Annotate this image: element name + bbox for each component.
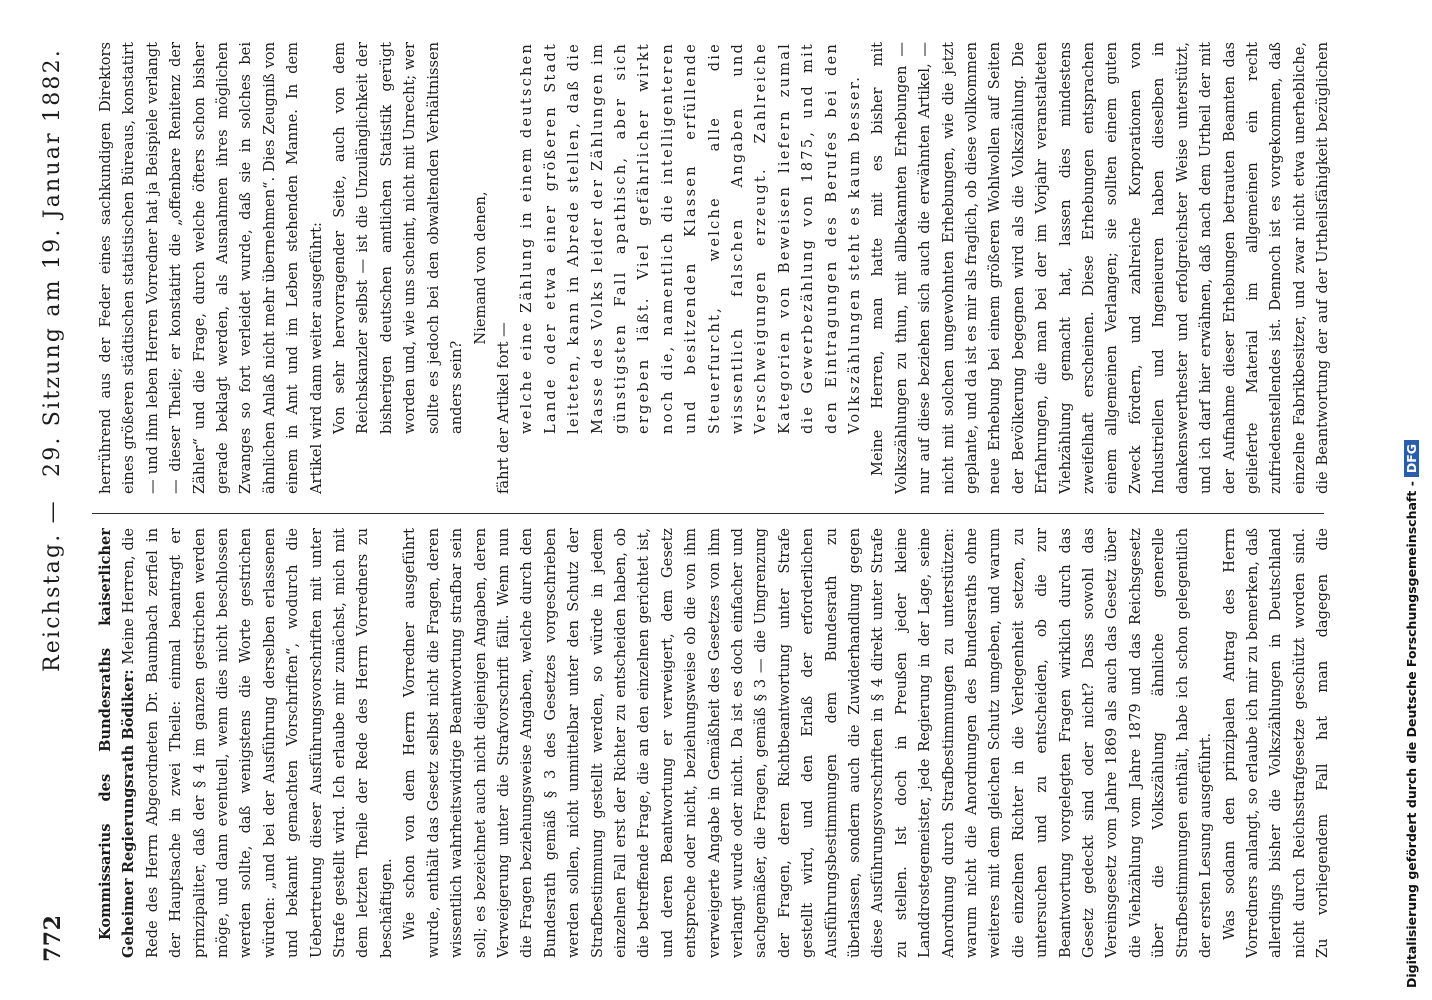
column-divider: [92, 513, 1324, 514]
paragraph: herrührend aus der Feder eines sachkundigen Direktors eines größeren städtischen statistischen Büreaus, konstatirt — und ihm leben Herren Vorredner hat ja Beispiele verlangt — dieser Theile; er konstatirt die „offenbare Renitenz der Zähler“ und die Frage, durch welche öfters schon bisher gerade beklagt werden, als Ausnahmen ihres möglichen Zwanges so fort verleidet wurde, daß sie in solches bei ähnlichen Anlaß nicht mehr übernehmen“. Dies Zeugniß von einem in Amt und im Leben stehenden Manne. In dem Artikel wird dann weiter ausgeführt:: [97, 42, 325, 494]
left-column: [94, 528, 1336, 958]
running-head: [40, 28, 74, 972]
right-column: [94, 42, 1336, 494]
paragraph: Meine Herren, man hatte mit es bisher mit Volkszählungen zu thun, mit allbekannten Erhebungen — nur auf diese beziehen sich auch die erwähnten Artikel, — nicht mit solchen ungewohnten Erhebungen, wie die jetzt geplante, und da ist es mir als fraglich, ob diese vollkommen neue Erhebung bei einem größeren Wohlwollen auf Seiten der Bevölkerung begegnen wird als die Volkszählung. Die Erfahrungen, die man bei der im Vorjahr veranstalteten Viehzählung gemacht hat, lassen dies mindestens zweifelhaft erscheinen. Diese Erhebungen entsprachen einem allgemeinen Verlangen; sie sollten einem guten Zweck fördern, und zahlreiche Korporationen von Industriellen und Ingenieuren haben dieselben in dankenswerthester und erfolgreichster Weise unterstützt, und ich darf hier erwähnen, daß nach dem Urtheil der mit der Aufnahme dieser Erhebungen betrauten Beamten das gelieferte Material im allgemeinen ein recht zufriedenstellendes ist. Dennoch ist es vorgekommen, daß einzelne Fabrikbesitzer, und zwar nicht etwa unerhebliche, die Beantwortung der auf der Urtheilsfähigkeit bezüglichen: [869, 42, 1332, 494]
quoted-paragraph: Von sehr hervorragender Seite, auch von dem Reichskanzler selbst — ist die Unzulänglichkeit der bisherigen deutschen amtlichen Statistik gerügt worden und, wie uns scheint, nicht mit Unrecht; wer sollte es jedoch bei den obwaltenden Verhältnissen anders sein?: [331, 42, 466, 434]
chamber-title: Reichstag. —: [40, 499, 65, 672]
paragraph: [94, 528, 398, 958]
paragraph: Wie schon von dem Herrn Vorredner ausgeführt wurde, enthält das Gesetz selbst nicht die Fragen, deren wissentlich wahrheitswidrige Beantwortung strafbar sein soll; es bezeichnet auch nicht diejenigen Angaben, deren Verweigerung unter die Strafvorschrift fällt. Wenn nun die Fragen beziehungsweise Angaben, welche durch den Bundesrath gemäß § 3 des Gesetzes vorgeschrieben werden sollen, nicht unmittelbar unter den Schutz der Strafbestimmung gestellt werden, so würde in jedem einzelnen Fall erst der Richter zu entscheiden haben, ob die betreffende Frage, die an den einzelnen gerichtet ist, und deren Beantwortung er verweigert, dem Gesetz entspreche oder nicht, beziehungsweise ob die von ihm verweigerte Angabe in Gemäßheit des Gesetzes von ihm verlangt wurde oder nicht. Da ist es doch einfacher und sachgemäßer, die Fragen, gemäß § 3 — die Umgrenzung der Fragen, deren Richtbeantwortung unter Strafe gestellt wird, und den Erlaß der erforderlichen Ausführungsbestimmungen dem Bundesrath zu überlassen, sondern auch die Zuwiderhandlung gegen diese Ausführungsvorschriften in § 4 direkt unter Strafe zu stellen. Ist doch in Preußen jeder kleine Landdrostegemeister, jede Regierung in der Lage, seine Anordnung durch Strafbestimmungen zu unterstützen: warum nicht die Anordnungen des Bundesraths ohne weiteres mit dem gleichen Schutz umgeben, und warum die einzelnen Richter in die Verlegenheit setzen, zu untersuchen und zu entscheiden, ob die zur Beantwortung vorgelegten Fragen wirklich durch das Gesetz gedeckt sind oder nicht? Dass sowohl das Vereinsgesetz vom Jahre 1869 als auch das Gesetz über die Viehzählung vom Jahre 1879 und das Reichsgesetz über die Volkszählung ähnliche generelle Strafbestimmungen enthält, habe ich schon gelegentlich der ersten Lesung ausgeführt.: [401, 528, 1215, 958]
paragraph: Was sodann den prinzipalen Antrag des Herrn Vorredners anlangt, so erlaube ich mir zu bemerken, daß allerdings bisher die Volkszählungen in Deutschland nicht durch Reichsstrafgesetze geschützt worden sind. Zu vorliegendem Fall hat man dagegen die: [1220, 528, 1332, 958]
quoted-paragraph: welche eine Zählung in einem deutschen Lande oder etwa einer größeren Stadt leiteten, kann in Abrede stellen, daß die Masse des Volks leider der Zählungen im günstigsten Fall apathisch, aber sich ergeben läßt. Viel gefährlicher wirkt noch die, namentlich die intelligenteren und besitzenden Klassen erfüllende Steuerfurcht, welche alle die wissentlich falschen Angaben und Verschweigungen erzeugt. Zahlreiche Kategorien von Beweisen liefern zumal die Gewerbezählung von 1875, und mit den Eintragungen des Berufes bei den Volkszählungen steht es kaum besser.: [518, 42, 863, 434]
newspaper-page: [22, 28, 1354, 972]
digitization-credit: [1404, 0, 1426, 988]
paragraph-text: Meine Herren, die Rede des Herrn Abgeordneten Dr. Baumbach zerfiel in der Hauptsache in zwei Theile: einmal beantragt er prinzipaliter, daß der § 4 im ganzen gestrichen werden möge, und dann eventuell, wenn dies nicht beschlossen werden sollte, daß wenigstens die Worte gestrichen würden: „und bei der Ausführung derselben erlassenen und bekannt gemachten Vorschriften“, wodurch die Uebertretung dieser Ausführungsvorschriften mit unter Strafe gestellt wird. Ich erlaube mir zunächst, mich mit dem letzten Theile der Rede des Herrn Vorredners zu beschäftigen.: [120, 528, 395, 958]
dfg-logo: DFG: [1404, 440, 1419, 477]
credit-text: Digitalisierung gefördert durch die Deutsche Forschungsgemeinschaft -: [1404, 481, 1419, 988]
speaker-name: Kommissarius des Bundesraths kaiserlicher Geheimer Regierungsrath Bödiker:: [97, 528, 138, 958]
paragraph: fährt der Artikel fort —: [494, 322, 512, 494]
quoted-paragraph: Niemand von denen,: [471, 191, 489, 345]
page-number: 772: [40, 914, 66, 962]
session-title: 29. Sitzung am 19. Januar 1882.: [40, 48, 65, 477]
